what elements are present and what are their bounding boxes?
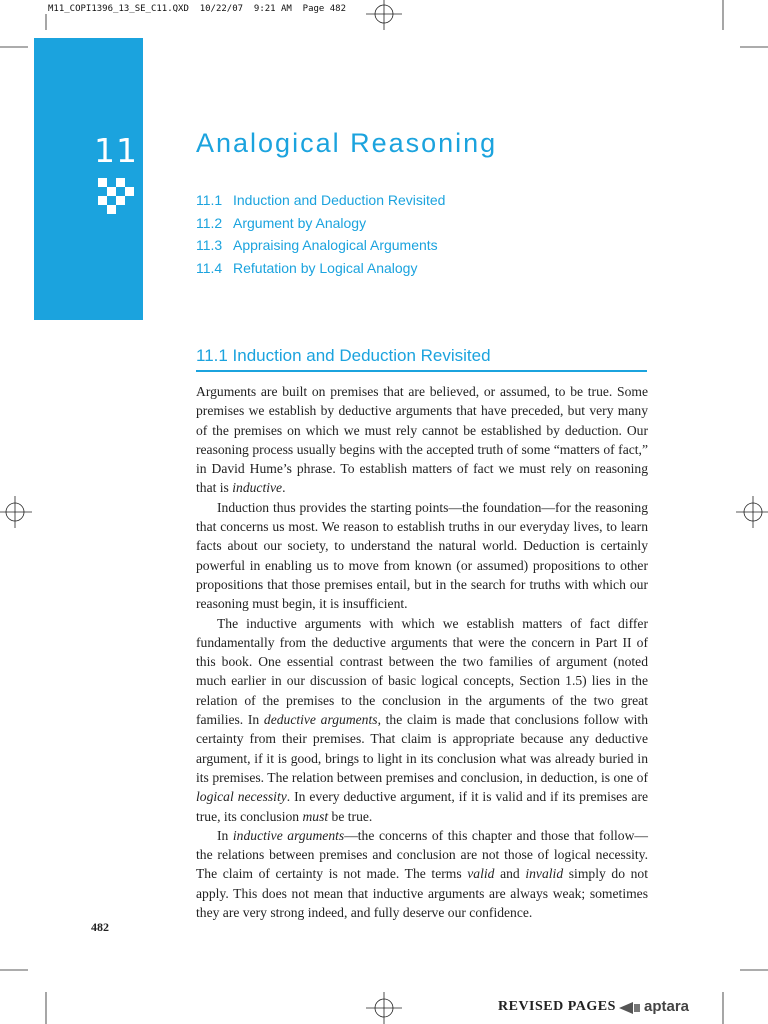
toc-item [196, 259, 445, 282]
text-run: be true. [328, 808, 373, 824]
slug-line: M11_COPI1396_13_SE_C11.QXD 10/22/07 9:21 AM Page 482 [48, 4, 347, 14]
chapter-number: 11 [94, 131, 138, 170]
italic-term: deductive arguments [263, 712, 378, 728]
text-run: Arguments are built on premises that are believed, or assumed, to be true. Some premises we establish by deductive arguments that have preceded, but very many of the premises on which we must rely cannot be established by deduction. Our reasoning process usually begins with the accepted truth of some “matters of fact,” in David Hume’s phrase. To establish matters of fact we must rely on reasoning that is [196, 384, 648, 496]
italic-term: must [302, 808, 329, 824]
text-run: , the claim is made that conclusions follow with certainty from their premises. That claim is appropriate because any deductive argument, if it is good, brings to light in its conclusion what was already buried in its premises. The relation between premises and conclusion, in deduction, is one of [196, 712, 649, 785]
text-run: —the concerns of this chapter and those that follow—the relations between premises and conclusion are not those of logical necessity. The claim of certainty is not made. The terms [196, 827, 648, 882]
page-number: 482 [91, 920, 109, 934]
revised-pages-label: REVISED PAGES [498, 999, 616, 1014]
italic-term: inductive arguments [232, 827, 345, 843]
italic-term: logical necessity [196, 789, 287, 805]
toc-item [196, 191, 445, 214]
toc-number: 11.2 [196, 214, 223, 231]
toc-label: Induction and Deduction Revisited [233, 192, 446, 208]
italic-term: invalid [525, 866, 564, 882]
toc-label: Refutation by Logical Analogy [233, 259, 418, 276]
toc-number: 11.1 [196, 192, 223, 208]
toc-item [196, 214, 445, 237]
text-run: simply do not apply. This does not mean that inductive arguments are always weak; sometimes they are very strong indeed, and fully deserve our confidence. [196, 866, 648, 921]
text-run: In [217, 827, 233, 843]
paragraph [196, 614, 648, 826]
italic-term: inductive [232, 480, 283, 496]
section-heading: 11.1 Induction and Deduction Revisited [196, 346, 491, 365]
text-run: The inductive arguments with which we establish matters of fact differ fundamentally from the deductive arguments that were the concern in Part II of this book. One essential contrast between the two families of argument (noted much earlier in our discussion of basic logical concepts, Section 1.5) lies in the relation of the premises to the conclusion in the arguments of the two great families. In [196, 615, 648, 728]
text-run: . In every deductive argument, if it is valid and if its premises are true, its conclusion [196, 789, 649, 824]
section-rule [196, 370, 647, 372]
aptara-brand: aptara [644, 998, 690, 1015]
checker-ornament [98, 178, 134, 214]
toc-label: Argument by Analogy [233, 214, 367, 231]
text-run: . [282, 480, 286, 496]
paragraph [196, 498, 648, 614]
text-run: and [494, 866, 526, 882]
italic-term: valid [467, 866, 495, 882]
toc-number: 11.3 [196, 237, 223, 253]
body-text [196, 382, 648, 922]
toc-label: Appraising Analogical Arguments [233, 237, 438, 253]
chapter-title: Analogical Reasoning [196, 128, 498, 158]
paragraph [196, 382, 648, 498]
toc-number: 11.4 [196, 259, 223, 276]
toc-item [196, 236, 445, 259]
text-run: Induction thus provides the starting points—the foundation—for the reasoning that concerns us most. We reason to establish truths in our everyday lives, to learn facts about our society, to understand the natural world. Deduction is certainly powerful in enabling us to move from known (or assumed) propositions to other propositions that those premises entail, but in the search for truths with which our reasoning must begin, it is insufficient. [196, 499, 648, 612]
paragraph [196, 826, 648, 922]
aptara-logo-icon [619, 1000, 641, 1016]
chapter-contents [196, 191, 445, 281]
